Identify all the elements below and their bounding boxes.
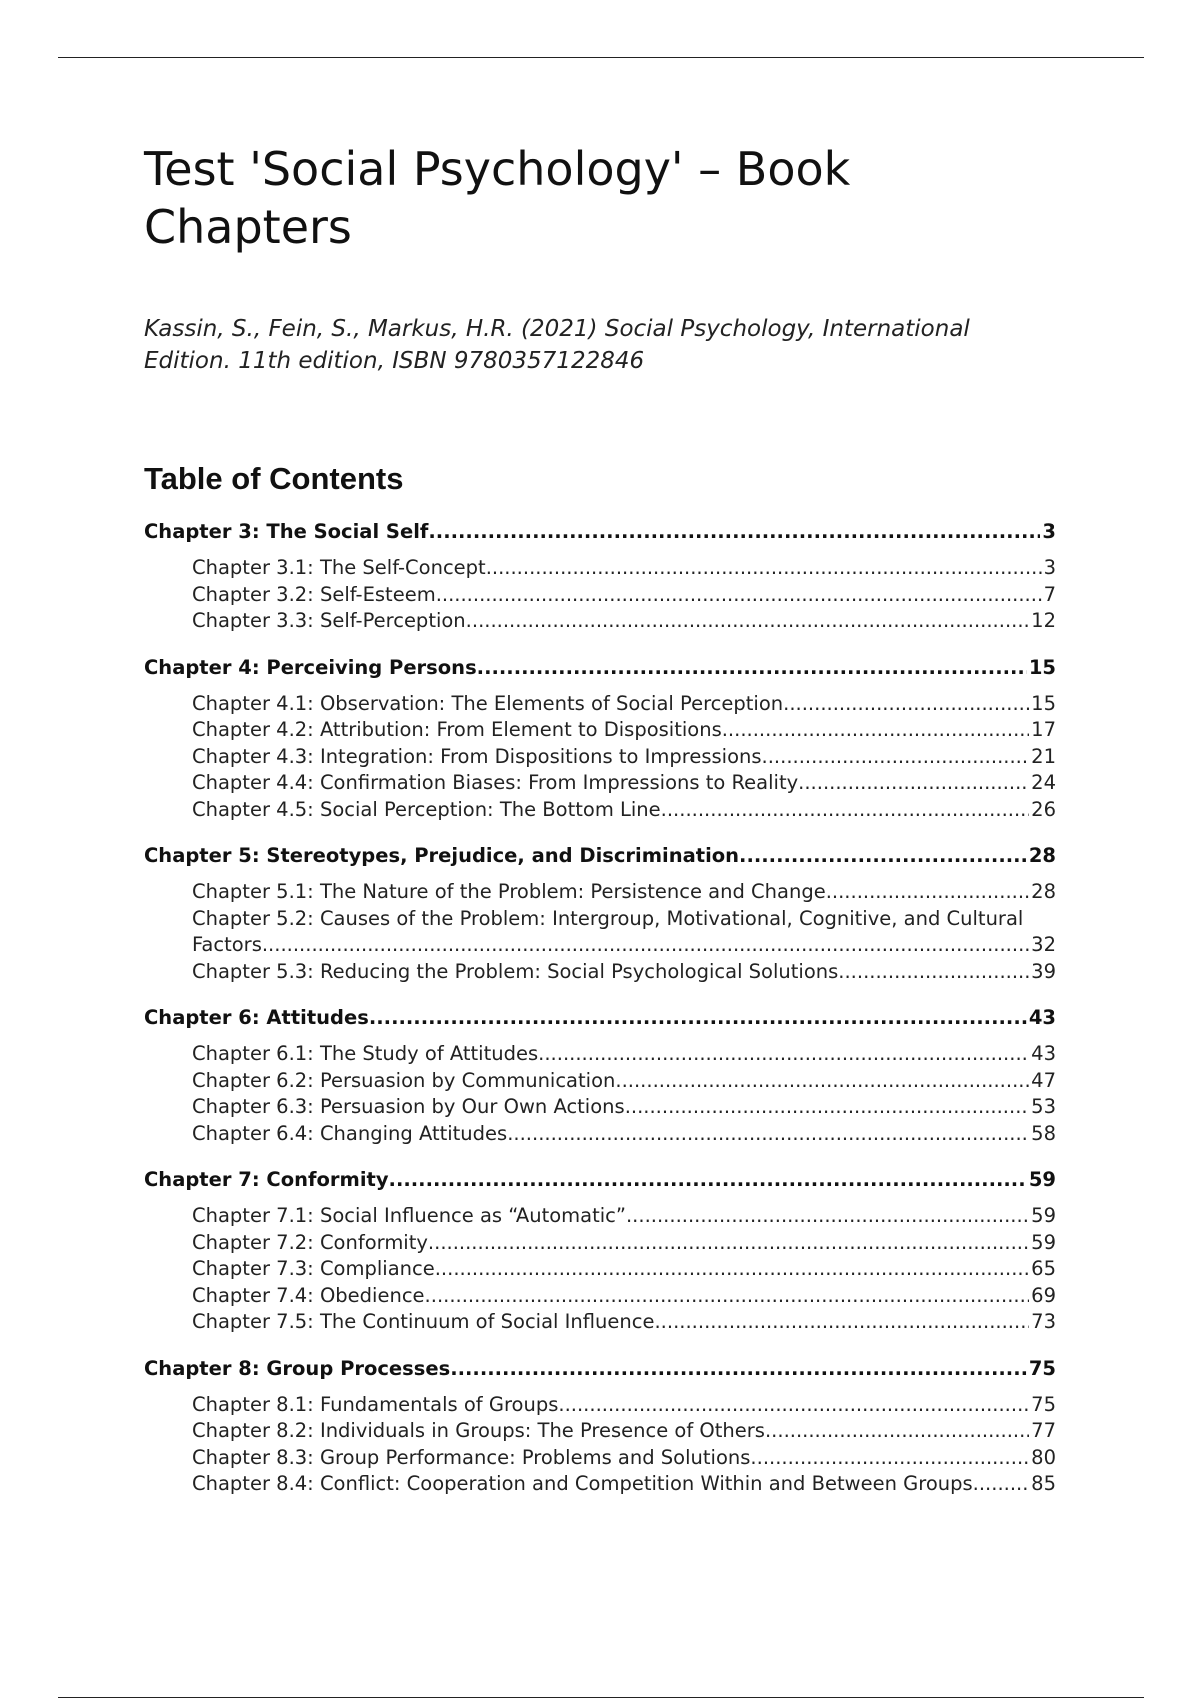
toc-page-number: 43 [1028,1006,1056,1029]
toc-subsection-entry[interactable] [192,1041,1056,1068]
toc-leader-dots [615,1068,1029,1095]
toc-page-number: 26 [1031,797,1056,821]
toc-page-number: 59 [1028,1168,1056,1191]
toc-leader-dots [973,1471,1030,1498]
toc-subsection-entry[interactable] [192,608,1056,635]
toc-chapter-entry[interactable] [144,1167,1056,1193]
top-rule [58,57,1144,58]
toc-page-number: 15 [1031,691,1056,715]
toc-leader-dots [661,797,1030,824]
toc-page-number: 39 [1031,959,1056,983]
toc-subsection-entry[interactable] [192,1445,1056,1472]
toc-subsection-entry[interactable] [192,906,1056,959]
toc-subsection-label-cont: Factors [192,933,262,956]
toc-leader-dots [739,843,1027,869]
toc-subsection-entry[interactable] [192,691,1056,718]
toc-subsection-entry[interactable] [192,744,1056,771]
toc-page-number: 3 [1042,520,1056,543]
toc-subsection-entry[interactable] [192,555,1056,582]
toc-leader-dots [625,1094,1029,1121]
toc-leader-dots [507,1121,1029,1148]
toc-subsection-label: Chapter 5.1: The Nature of the Problem: Persistence and Change [192,880,826,903]
toc-leader-dots [428,519,1040,545]
toc-chapter [144,1005,1056,1147]
toc-subsection-entry[interactable] [192,770,1056,797]
toc-subsection-entry[interactable] [192,1256,1056,1283]
toc-subsection-label: Chapter 5.3: Reducing the Problem: Social Psychological Solutions [192,959,839,983]
toc-subsection-entry[interactable] [192,797,1056,824]
toc-subsection-label: Chapter 3.2: Self-Esteem [192,582,436,606]
toc-subsection-label: Chapter 6.2: Persuasion by Communication [192,1068,616,1092]
toc-page-number: 85 [1031,1472,1056,1495]
toc-subsection-label: Chapter 6.4: Changing Attitudes [192,1121,508,1145]
toc-leader-dots [826,879,1029,906]
toc-chapter [144,843,1056,985]
toc-chapter-label: Chapter 7: Conformity [144,1168,389,1191]
toc-subsection-list [144,1041,1056,1147]
toc-leader-dots [389,1167,1027,1193]
toc-leader-dots [436,582,1042,609]
toc-chapter-entry[interactable] [144,843,1056,869]
document-body [144,140,1056,1498]
toc-leader-dots [425,1283,1030,1310]
toc-subsection-entry[interactable] [192,582,1056,609]
toc-subsection-label: Chapter 6.1: The Study of Attitudes [192,1042,539,1065]
toc-page-number: 7 [1043,582,1056,606]
toc-subsection-list [144,555,1056,635]
toc-chapter-label: Chapter 5: Stereotypes, Prejudice, and Discrimination [144,844,740,867]
toc-leader-dots [477,655,1027,681]
toc-subsection-label: Chapter 8.1: Fundamentals of Groups [192,1392,559,1416]
toc-page-number: 43 [1031,1042,1056,1065]
toc-leader-dots [654,1309,1029,1336]
toc-subsection-entry[interactable] [192,1392,1056,1419]
toc-leader-dots [838,959,1029,986]
toc-page-number: 47 [1031,1068,1056,1092]
toc-subsection-entry[interactable] [192,1418,1056,1445]
toc-chapter-entry[interactable] [144,519,1056,545]
toc-page-number: 75 [1028,1356,1056,1380]
toc-page-number: 28 [1031,880,1056,903]
toc-heading: Table of Contents [144,461,404,496]
toc-subsection-label: Chapter 3.1: The Self-Concept [192,556,486,579]
toc-leader-dots [762,744,1030,771]
toc-chapter-label: Chapter 4: Perceiving Persons [144,655,477,679]
toc-page-number: 15 [1028,655,1056,679]
toc-subsection-entry[interactable] [192,1203,1056,1230]
toc-page-number: 58 [1031,1121,1056,1145]
toc-page-number: 28 [1028,844,1056,867]
toc-leader-dots [262,932,1029,959]
toc-chapter [144,655,1056,824]
book-citation: Kassin, S., Fein, S., Markus, H.R. (2021) Social Psychology, International Edition. 11th edition, ISBN 9780357122846 [144,316,970,374]
toc-chapter-label: Chapter 3: The Social Self [144,520,429,543]
toc-leader-dots [450,1356,1027,1382]
toc-chapter-entry[interactable] [144,655,1056,681]
toc-page-number: 24 [1031,771,1056,794]
toc-subsection-label: Chapter 4.1: Observation: The Elements of Social Perception [192,691,784,715]
toc-leader-dots [369,1005,1027,1031]
toc-subsection-label: Chapter 7.5: The Continuum of Social Influence [192,1310,655,1333]
toc-leader-dots [538,1041,1029,1068]
toc-page-number: 73 [1031,1310,1056,1333]
toc-page-number: 69 [1031,1283,1056,1307]
table-of-contents [144,519,1056,1498]
toc-subsection-entry[interactable] [192,1068,1056,1095]
toc-chapter [144,519,1056,635]
toc-page-number: 12 [1031,609,1056,632]
toc-subsection-label: Chapter 3.3: Self-Perception [192,609,466,632]
toc-subsection-label: Chapter 4.2: Attribution: From Element to Dispositions [192,718,722,741]
toc-subsection-label: Chapter 5.2: Causes of the Problem: Intergroup, Motivational, Cognitive, and Cultural [192,906,1024,930]
toc-subsection-entry[interactable] [192,1283,1056,1310]
toc-subsection-entry[interactable] [192,717,1056,744]
toc-page-number: 80 [1031,1445,1056,1469]
bottom-rule [58,1697,1144,1698]
toc-chapter [144,1356,1056,1498]
toc-subsection-label: Chapter 8.2: Individuals in Groups: The Presence of Others [192,1419,765,1442]
toc-subsection-label: Chapter 7.1: Social Influence as “Automatic” [192,1204,626,1227]
toc-subsection-entry[interactable] [192,1230,1056,1257]
toc-subsection-list [144,691,1056,824]
toc-page-number: 32 [1031,933,1056,956]
toc-page-number: 65 [1031,1257,1056,1280]
toc-subsection-entry[interactable] [192,959,1056,986]
toc-subsection-label: Chapter 4.4: Confirmation Biases: From Impressions to Reality [192,771,799,794]
toc-subsection-list [144,879,1056,985]
toc-subsection-label: Chapter 8.3: Group Performance: Problems and Solutions [192,1445,751,1469]
toc-subsection-entry[interactable] [192,1121,1056,1148]
toc-leader-dots [783,691,1029,718]
toc-page-number: 53 [1031,1095,1056,1118]
toc-chapter [144,1167,1056,1336]
toc-page-number: 77 [1031,1419,1056,1442]
toc-leader-dots [466,608,1030,635]
toc-subsection-label: Chapter 4.3: Integration: From Dispositions to Impressions [192,744,762,768]
toc-subsection-list [144,1392,1056,1498]
toc-page-number: 17 [1031,718,1056,741]
toc-leader-dots [486,555,1042,582]
toc-subsection-label: Chapter 6.3: Persuasion by Our Own Actions [192,1095,625,1118]
toc-leader-dots [435,1256,1029,1283]
toc-chapter-entry[interactable] [144,1356,1056,1382]
toc-subsection-list [144,1203,1056,1336]
toc-subsection-label: Chapter 8.4: Conflict: Cooperation and Competition Within and Between Groups [192,1472,973,1495]
toc-page-number: 75 [1031,1392,1056,1416]
toc-leader-dots [558,1392,1029,1419]
toc-subsection-label: Chapter 4.5: Social Perception: The Bottom Line [192,797,661,821]
toc-page-number: 21 [1031,744,1056,768]
toc-subsection-entry[interactable] [192,1309,1056,1336]
toc-leader-dots [428,1230,1029,1257]
toc-page-number: 59 [1031,1230,1056,1254]
toc-leader-dots [722,717,1029,744]
toc-chapter-entry[interactable] [144,1005,1056,1031]
toc-subsection-label: Chapter 7.4: Obedience [192,1283,425,1307]
toc-subsection-entry[interactable] [192,879,1056,906]
toc-subsection-entry[interactable] [192,1471,1056,1498]
toc-page-number: 59 [1031,1204,1056,1227]
toc-leader-dots [798,770,1029,797]
toc-leader-dots [765,1418,1029,1445]
toc-page-number: 3 [1043,556,1056,579]
toc-leader-dots [750,1445,1029,1472]
toc-subsection-label: Chapter 7.2: Conformity [192,1230,428,1254]
toc-subsection-label: Chapter 7.3: Compliance [192,1257,435,1280]
document-title: Test 'Social Psychology' – Book Chapters [144,142,851,254]
toc-leader-dots [626,1203,1029,1230]
toc-chapter-label: Chapter 6: Attitudes [144,1006,369,1029]
toc-chapter-label: Chapter 8: Group Processes [144,1356,451,1380]
toc-subsection-entry[interactable] [192,1094,1056,1121]
